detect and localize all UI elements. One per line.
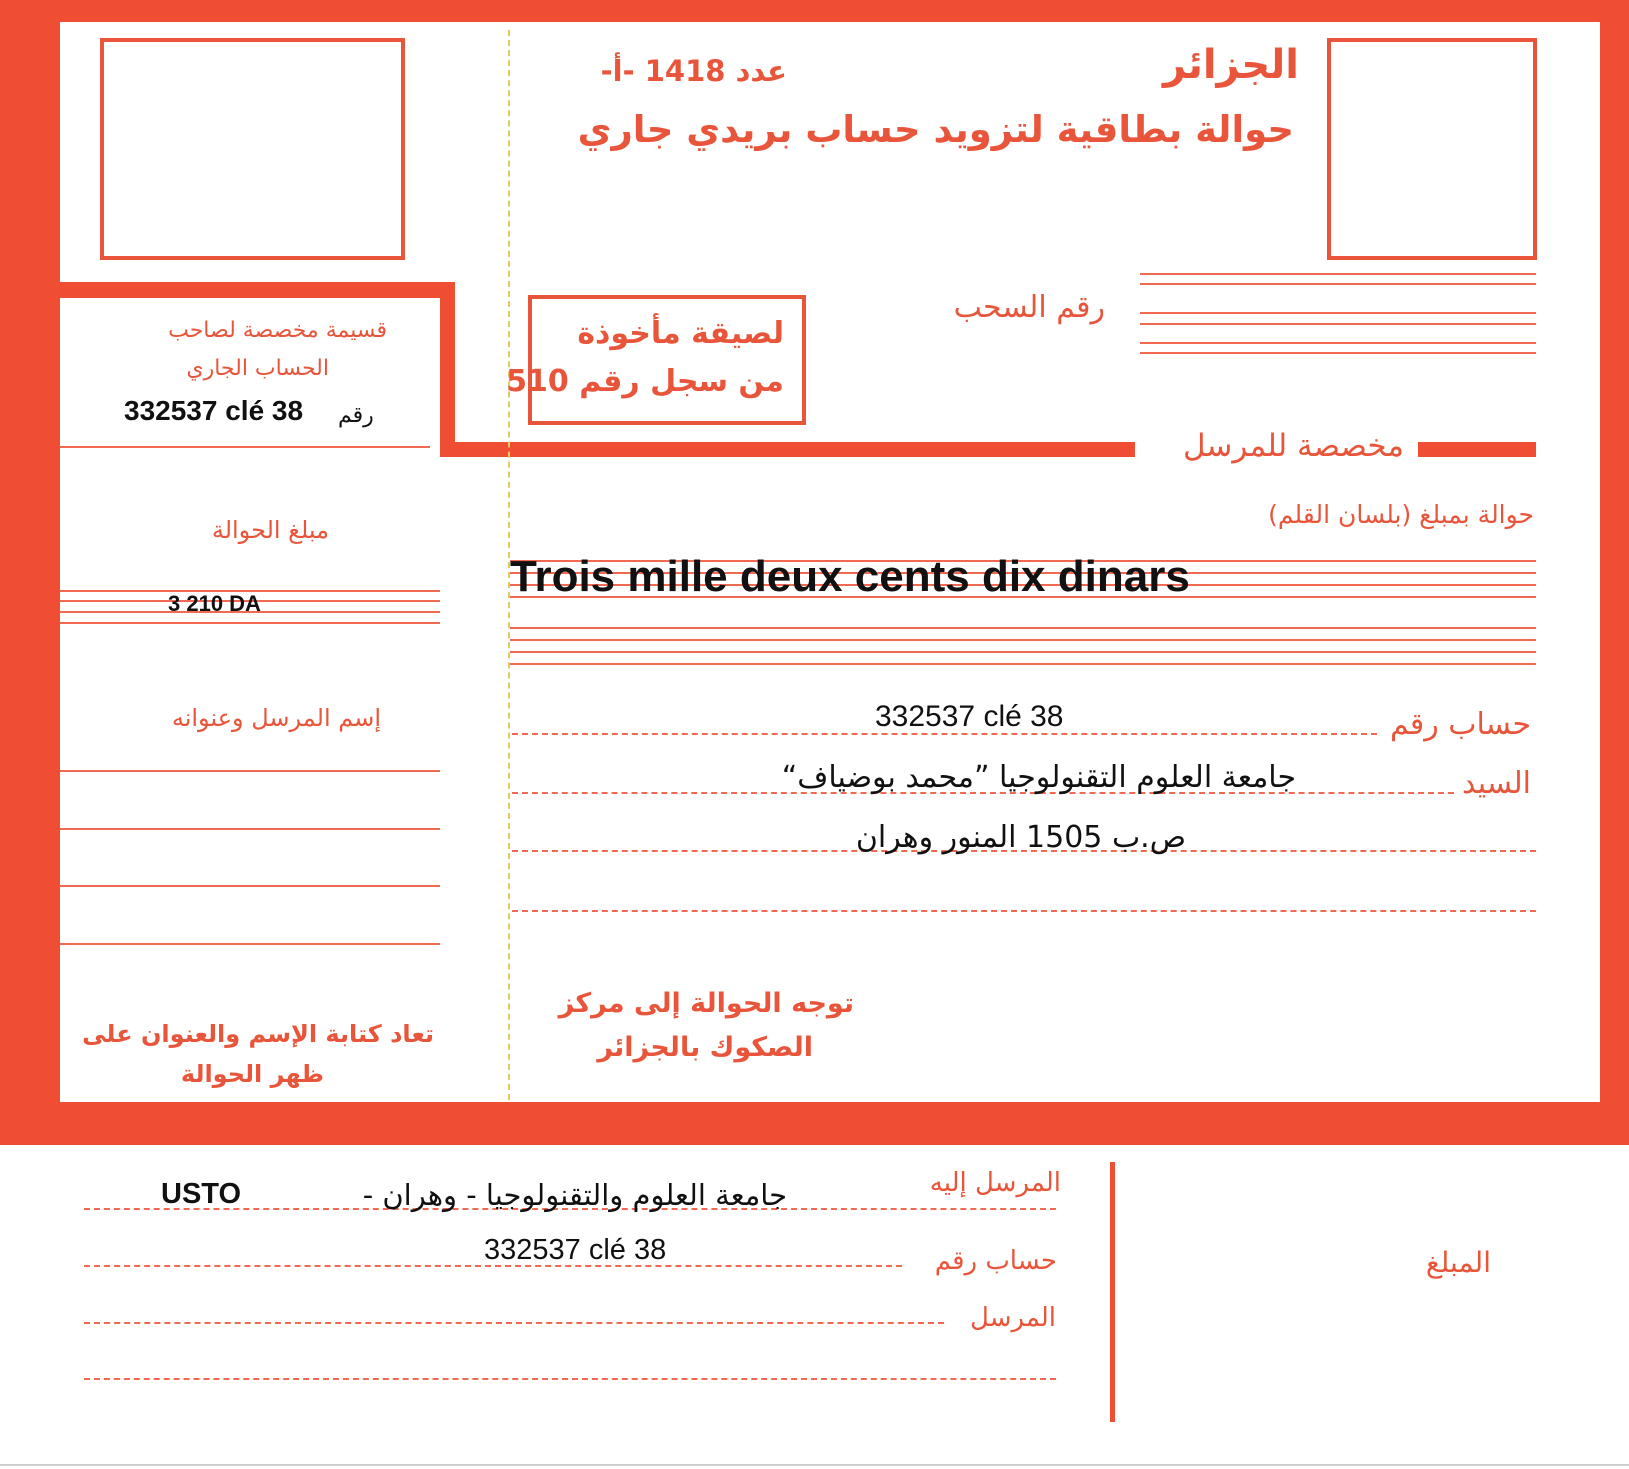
sender-divider-bar-right xyxy=(1418,442,1536,457)
stub-sender-line-2 xyxy=(60,828,440,830)
stub-title-line2: الحساب الجاري xyxy=(186,356,329,381)
stamp-note-box xyxy=(528,295,806,425)
bottom-sender-label: المرسل xyxy=(970,1303,1056,1333)
page-bottom-edge xyxy=(0,1464,1629,1466)
recipient-address-value: ص.ب 1505 المنور وهران xyxy=(855,820,1186,855)
withdrawal-number-label: رقم السحب xyxy=(953,290,1105,325)
stub-sender-name-label: إسم المرسل وعنوانه xyxy=(171,704,381,732)
withdrawal-line-3 xyxy=(1140,312,1536,314)
form-title: حوالة بطاقية لتزويد حساب بريدي جاري xyxy=(577,108,1294,151)
amount-words-label: حوالة بمبلغ (بلسان القلم) xyxy=(1268,500,1534,529)
amount-words-value: Trois mille deux cents dix dinars xyxy=(510,552,1190,601)
stamp-box-left xyxy=(100,38,405,260)
mister-label: السيد xyxy=(1461,766,1531,801)
country-title: الجزائر xyxy=(1162,42,1299,88)
amount-words-line-6 xyxy=(510,639,1536,641)
stamp-note-line1: لصيقة مأخوذة xyxy=(577,316,784,351)
amount-words-line-5 xyxy=(510,627,1536,629)
routing-note-line2: الصكوك بالجزائر xyxy=(597,1032,813,1063)
stub-account-value: 332537 clé 38 xyxy=(124,395,304,426)
account-number-label: حساب رقم xyxy=(1389,707,1531,742)
sender-divider-bar-left xyxy=(440,442,1135,457)
account-number-value: 332537 clé 38 xyxy=(875,700,1064,733)
bottom-extra-line xyxy=(84,1378,1056,1380)
stub-account-prefix: رقم xyxy=(338,403,374,428)
stamp-note-line2: من سجل رقم 510 xyxy=(506,364,784,399)
stub-side-bar xyxy=(440,282,455,457)
withdrawal-line-1 xyxy=(1140,273,1536,275)
bottom-account-value: 332537 clé 38 xyxy=(484,1234,667,1266)
stub-sender-line-1 xyxy=(60,770,440,772)
sender-section-label: مخصصة للمرسل xyxy=(1182,428,1404,464)
routing-note-line1: توجه الحوالة إلى مركز xyxy=(558,988,854,1019)
bottom-amount-label: المبلغ xyxy=(1425,1246,1491,1279)
bottom-recipient-code: USTO xyxy=(161,1178,242,1210)
stub-amount-value: 3 210 DA xyxy=(168,591,261,616)
stub-sender-line-3 xyxy=(60,885,440,887)
amount-words-line-8 xyxy=(510,663,1536,665)
bottom-coupon-divider xyxy=(1110,1162,1115,1422)
stamp-box-right xyxy=(1327,38,1537,260)
bottom-sender-line xyxy=(84,1322,944,1324)
stub-sender-line-4 xyxy=(60,943,440,945)
bottom-recipient-label: المرسل إليه xyxy=(929,1168,1061,1198)
amount-words-line-7 xyxy=(510,651,1536,653)
stub-account-line xyxy=(60,446,430,448)
withdrawal-line-4 xyxy=(1140,323,1536,325)
recipient-name-value: جامعة العلوم التقنولوجيا ”محمد بوضياف“ xyxy=(781,760,1296,795)
bottom-recipient-value: جامعة العلوم والتقنولوجيا - وهران - xyxy=(362,1178,787,1212)
withdrawal-line-6 xyxy=(1140,352,1536,354)
stub-footer-line1: تعاد كتابة الإسم والعنوان على xyxy=(82,1020,434,1048)
withdrawal-line-2 xyxy=(1140,283,1536,285)
stub-footer-line2: ظهر الحوالة xyxy=(180,1060,324,1088)
stub-amount-line-4 xyxy=(60,622,440,624)
withdrawal-line-5 xyxy=(1140,342,1536,344)
stub-title-line1: قسيمة مخصصة لصاحب xyxy=(168,318,387,343)
bottom-account-label: حساب رقم xyxy=(934,1246,1057,1276)
recipient-extra-line xyxy=(512,910,1536,912)
form-number: عدد 1418 -أ- xyxy=(600,54,787,88)
stub-top-bar xyxy=(60,282,455,298)
stub-amount-label: مبلغ الحوالة xyxy=(211,516,329,544)
